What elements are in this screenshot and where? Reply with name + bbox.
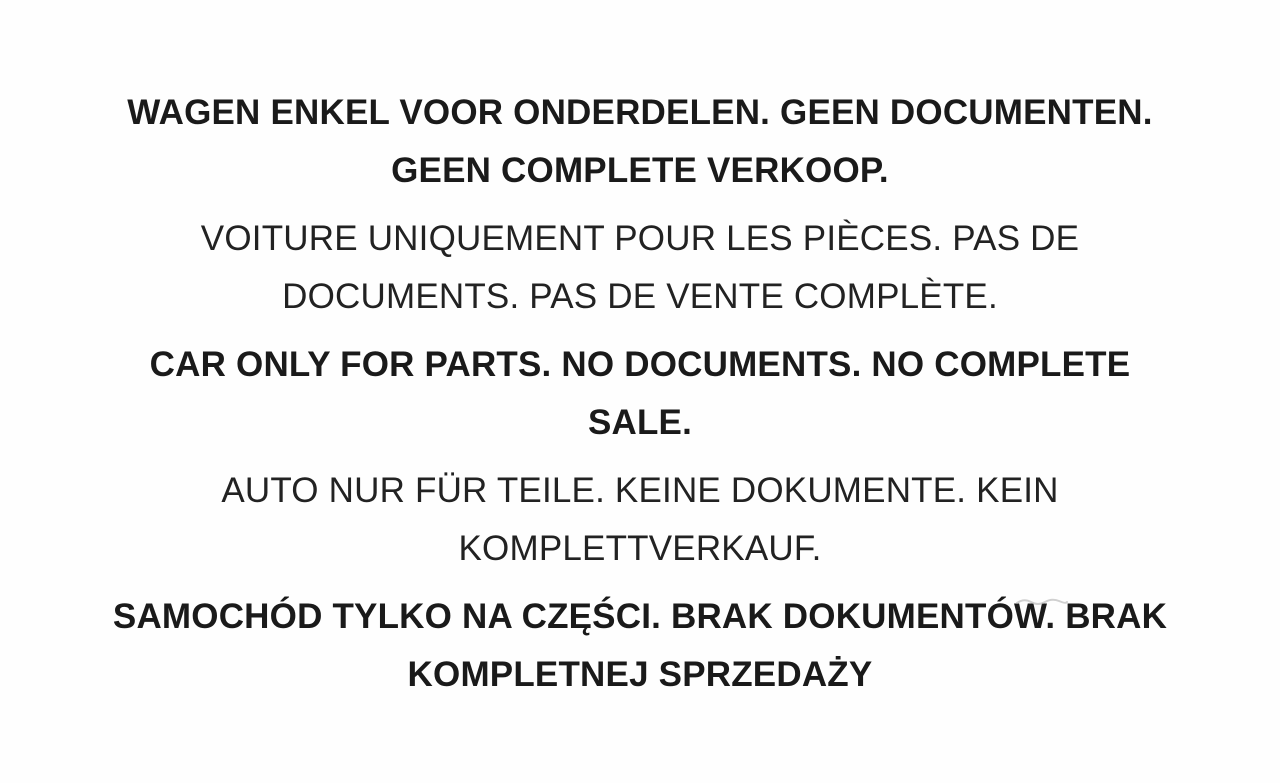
notice-line-dutch-1: WAGEN ENKEL VOOR ONDERDELEN. GEEN DOCUMENTEN. (127, 93, 1153, 132)
notice-line-german-2: KOMPLETTVERKAUF. (458, 529, 822, 568)
notice-paragraph-french (0, 210, 1280, 326)
notice-line-french-2: DOCUMENTS. PAS DE VENTE COMPLÈTE. (282, 277, 998, 316)
notice-line-german-1: AUTO NUR FÜR TEILE. KEINE DOKUMENTE. KEIN (221, 471, 1059, 510)
notice-line-french-1: VOITURE UNIQUEMENT POUR LES PIÈCES. PAS DE (200, 219, 1080, 258)
notice-paragraph-english (0, 336, 1280, 452)
notice-line-polish-2: KOMPLETNEJ SPRZEDAŻY (407, 655, 873, 694)
notice-line-dutch-2: GEEN COMPLETE VERKOOP. (391, 151, 889, 190)
notice-paragraph-dutch (0, 84, 1280, 200)
notice-line-english-2: SALE. (587, 403, 693, 442)
notice-paragraph-polish (0, 588, 1280, 704)
notice-line-english-1: CAR ONLY FOR PARTS. NO DOCUMENTS. NO COMPLETE (149, 345, 1131, 384)
notice-paragraph-german (0, 462, 1280, 578)
notice-line-polish-1: SAMOCHÓD TYLKO NA CZĘŚCI. BRAK DOKUMENTÓW. BRAK (112, 597, 1168, 636)
